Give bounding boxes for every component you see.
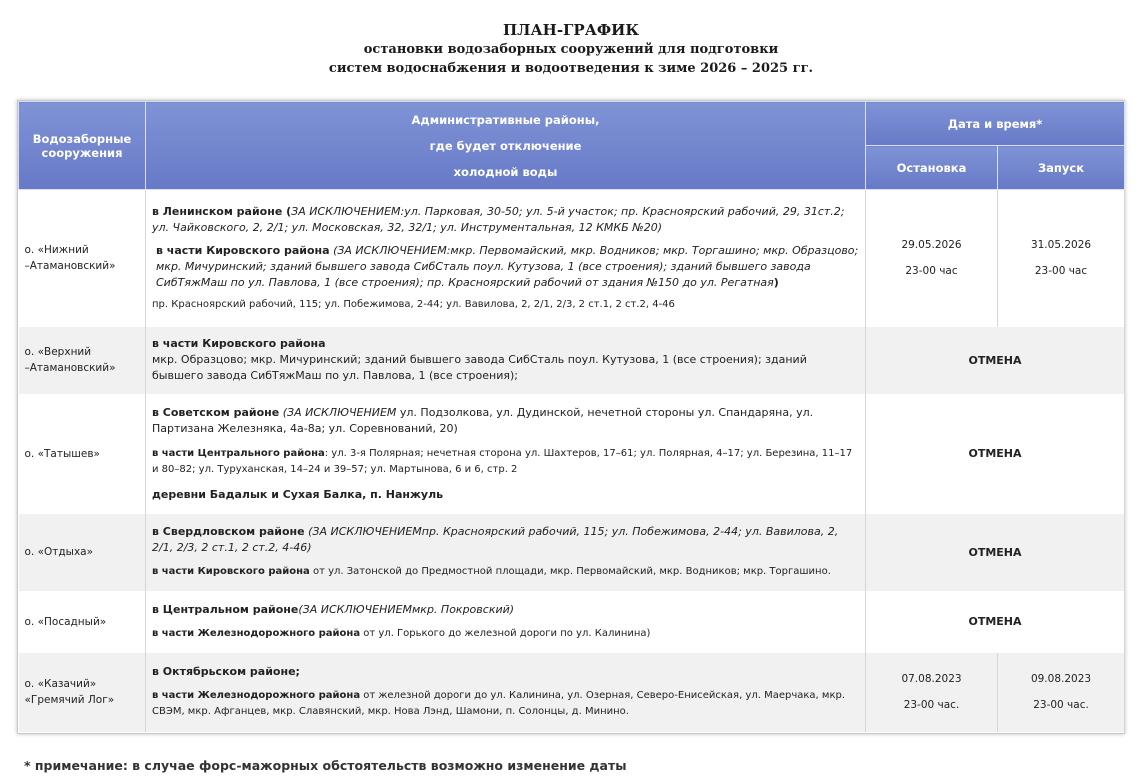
table-row: [19, 327, 1125, 394]
stop-date-cell: 29.05.2026 23-00 час: [866, 190, 998, 327]
table-row: [19, 190, 1125, 327]
districts-cell: в Свердловском районе (ЗА ИСКЛЮЧЕНИЕМпр. Красноярский рабочий, 115; ул. Побежимова, 2-44; ул. Вавилова, 2, 2/1, 2/3, 2 ст.1, 2 ст.2, 4-46) в части Кировского района от ул. Затонской до Предмостной площади, мкр. Первомайский, мкр. Водников; мкр. Торгашино.: [146, 514, 866, 591]
status-cancelled: ОТМЕНА: [866, 514, 1125, 591]
document-title-block: [0, 20, 1142, 78]
start-date-cell: 09.08.2023 23-00 час.: [998, 653, 1125, 732]
document-subtitle-line-2: систем водоснабжения и водоотведения к зиме 2026 – 2025 гг.: [328, 61, 814, 76]
station-cell: о. «Нижний –Атамановский»: [19, 190, 146, 327]
header-districts: Административные районы, где будет отключение холодной воды: [146, 102, 866, 190]
status-cancelled: ОТМЕНА: [866, 327, 1125, 394]
start-date-cell: 31.05.2026 23-00 час: [998, 190, 1125, 327]
table-row: [19, 394, 1125, 514]
stop-date-cell: 07.08.2023 23-00 час.: [866, 653, 998, 732]
header-stop: Остановка: [866, 146, 998, 190]
districts-cell: в части Кировского района мкр. Образцово; мкр. Мичуринский; зданий бывшего завода СибСталь поул. Кутузова, 1 (все строения); зданий бывшего завода СибТяжМаш по ул. Павлова, 1 (все строения);: [146, 327, 866, 394]
station-cell: о. «Верхний –Атамановский»: [19, 327, 146, 394]
districts-cell: в Советском районе (ЗА ИСКЛЮЧЕНИЕМ ул. Подзолкова, ул. Дудинской, нечетной стороны ул. Спандаряна, ул. Партизана Железняка, 4а-8а; ул. Соревнований, 20) в части Центрального района: ул. 3-я Полярная; нечетная сторона ул. Шахтеров, 17–61; ул. Полярная, 4–17; ул. Березина, 11–17 и 80–82; ул. Туруханская, 14–24 и 39–57; ул. Мартынова, 6 и 6, стр. 2 деревни Бадалык и Сухая Балка, п. Нанжуль: [146, 394, 866, 514]
status-cancelled: ОТМЕНА: [866, 591, 1125, 653]
schedule-table: [18, 101, 1125, 732]
footnote: * примечание: в случае форс-мажорных обстоятельств возможно изменение даты: [24, 758, 627, 773]
districts-cell: в Октябрьском районе; в части Железнодорожного района от железной дороги до ул. Калинина, ул. Озерная, Северо-Енисейская, ул. Маерчака, мкр. СВЭМ, мкр. Афганцев, мкр. Славянский, мкр. Нова Лэнд, Шамони, п. Солонцы, д. Минино.: [146, 653, 866, 732]
header-datetime: Дата и время*: [866, 102, 1125, 146]
districts-cell: в Ленинском районе (ЗА ИСКЛЮЧЕНИЕМ:ул. Парковая, 30-50; ул. 5-й участок; пр. Красноярский рабочий, 29, 31ст.2; ул. Чайковского, 2, 2/1; ул. Московская, 32, 32/1; ул. Инструментальная, 12 КМКБ №20) в части Кировского района (ЗА ИСКЛЮЧЕНИЕМ:мкр. Первомайский, мкр. Водников; мкр. Торгашино; мкр. Образцово; мкр. Мичуринский; зданий бывшего завода СибСталь поул. Кутузова, 1 (все строения); зданий бывшего завода СибТяжМаш по ул. Павлова, 1 (все строения); пр. Красноярский рабочий от здания №150 до ул. Регатная) пр. Красноярский рабочий, 115; ул. Побежимова, 2-44; ул. Вавилова, 2, 2/1, 2/3, 2 ст.1, 2 ст.2, 4-46: [146, 190, 866, 327]
station-cell: о. «Казачий» «Гремячий Лог»: [19, 653, 146, 732]
station-cell: о. «Отдыха»: [19, 514, 146, 591]
table-row: [19, 653, 1125, 732]
header-start: Запуск: [998, 146, 1125, 190]
table-row: [19, 514, 1125, 591]
schedule-table-frame: [17, 100, 1125, 734]
status-cancelled: ОТМЕНА: [866, 394, 1125, 514]
table-row: [19, 591, 1125, 653]
document-title: ПЛАН-ГРАФИК: [503, 21, 639, 39]
station-cell: о. «Посадный»: [19, 591, 146, 653]
station-cell: о. «Татышев»: [19, 394, 146, 514]
document-subtitle-line-1: остановки водозаборных сооружений для подготовки: [363, 42, 779, 57]
header-station: Водозаборные сооружения: [19, 102, 146, 190]
districts-cell: в Центральном районе(ЗА ИСКЛЮЧЕНИЕМмкр. Покровский) в части Железнодорожного района от ул. Горького до железной дороги по ул. Калинина): [146, 591, 866, 653]
